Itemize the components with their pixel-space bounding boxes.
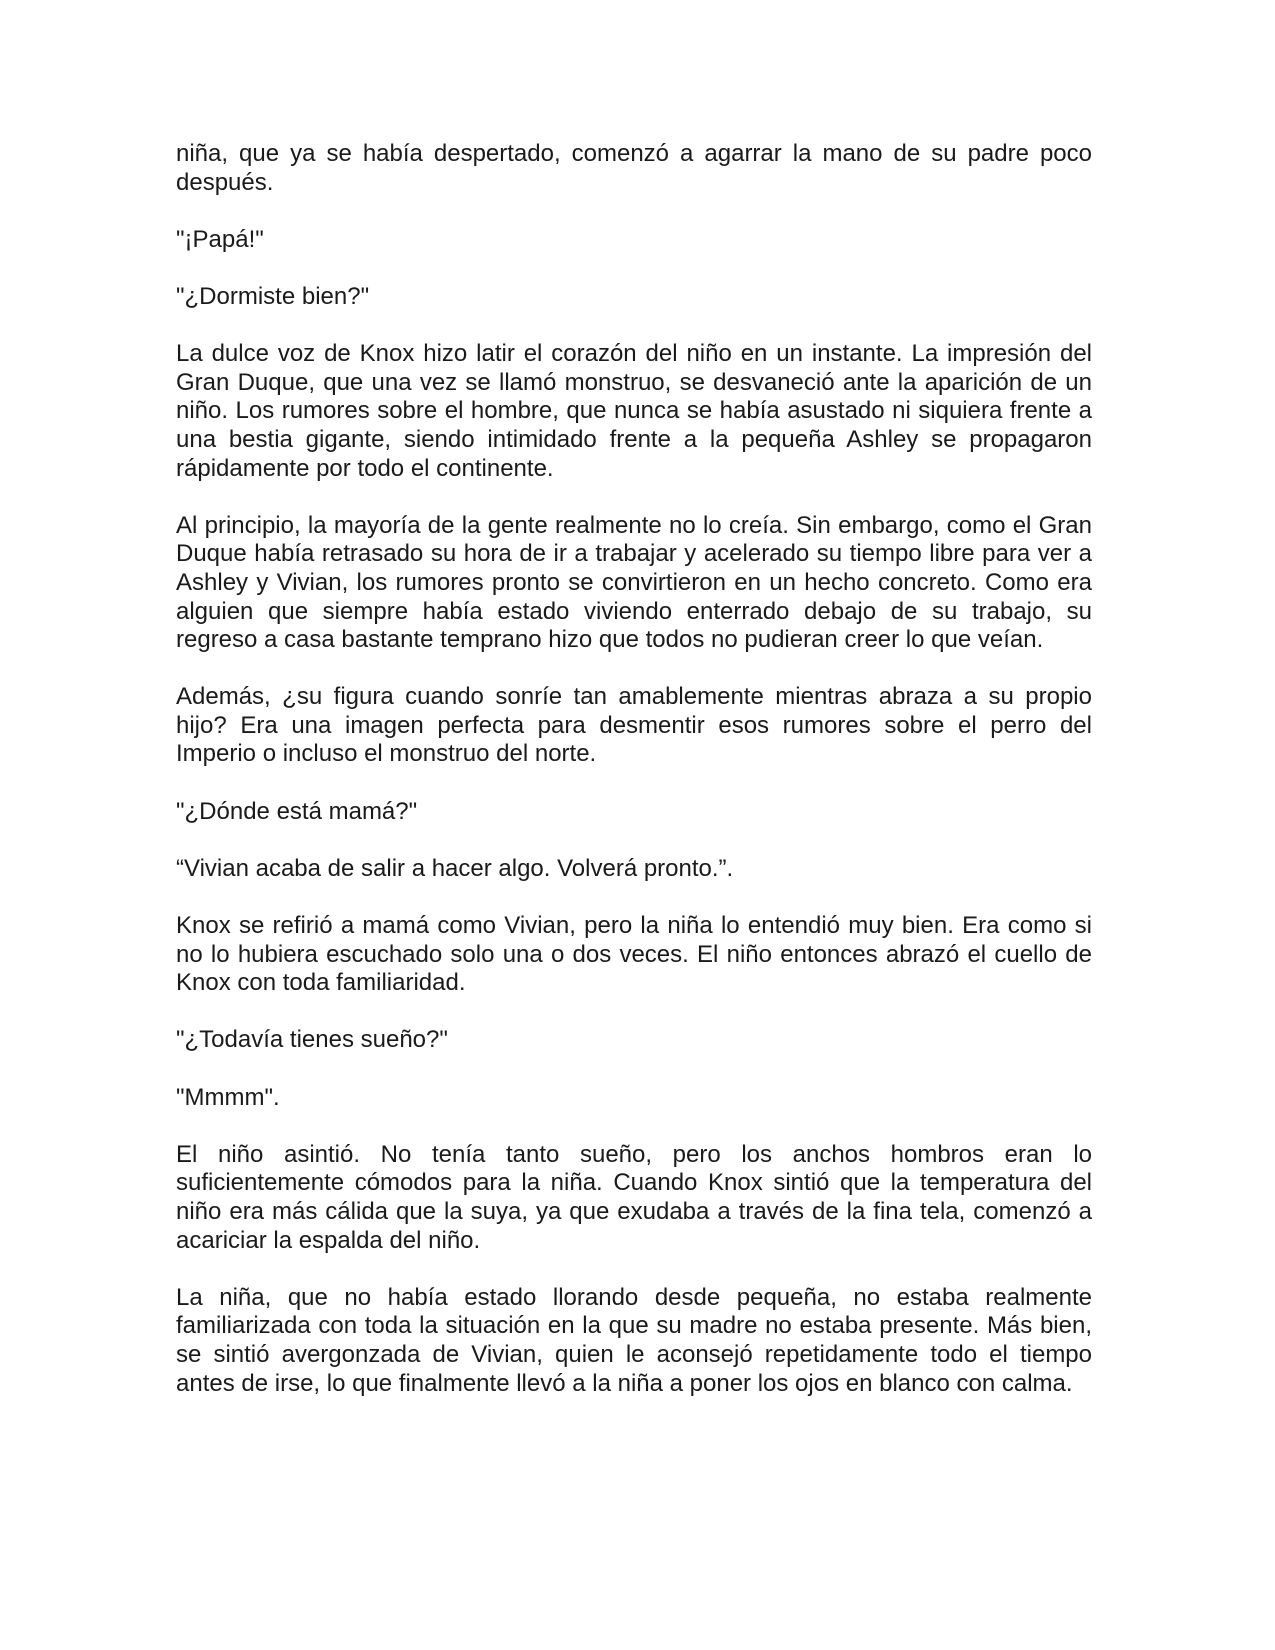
paragraph: La niña, que no había estado llorando desde pequeña, no estaba realmente familiarizada con toda la situación en la que su madre no estaba presente. Más bien, se sintió avergonzada de Vivian, quien le aconsejó repetidamente todo el tiempo antes de irse, lo que finalmente llevó a la niña a poner los ojos en blanco con calma. (176, 1283, 1092, 1397)
dialogue-line: "¿Dónde está mamá?" (176, 797, 418, 825)
document-page (176, 140, 1092, 1427)
dialogue-line: "¿Todavía tienes sueño?" (176, 1026, 448, 1054)
dialogue-line: "¿Dormiste bien?" (176, 282, 370, 310)
paragraph: El niño asintió. No tenía tanto sueño, pero los anchos hombros eran lo suficientemente cómodos para la niña. Cuando Knox sintió que la temperatura del niño era más cálida que la suya, ya que exudaba a través de la fina tela, comenzó a acariciar la espalda del niño. (176, 1140, 1092, 1254)
paragraph: niña, que ya se había despertado, comenzó a agarrar la mano de su padre poco después. (176, 140, 1092, 196)
paragraph: Además, ¿su figura cuando sonríe tan amablemente mientras abraza a su propio hijo? Era una imagen perfecta para desmentir esos rumores sobre el perro del Imperio o incluso el monstruo del norte. (176, 683, 1092, 768)
paragraph: Al principio, la mayoría de la gente realmente no lo creía. Sin embargo, como el Gran Duque había retrasado su hora de ir a trabajar y acelerado su tiempo libre para ver a Ashley y Vivian, los rumores pronto se convirtieron en un hecho concreto. Como era alguien que siempre había estado viviendo enterrado debajo de su trabajo, su regreso a casa bastante temprano hizo que todos no pudieran creer lo que veían. (176, 511, 1092, 654)
paragraph: Knox se refirió a mamá como Vivian, pero la niña lo entendió muy bien. Era como si no lo hubiera escuchado solo una o dos veces. El niño entonces abrazó el cuello de Knox con toda familiaridad. (176, 912, 1092, 997)
dialogue-line: “Vivian acaba de salir a hacer algo. Volverá pronto.”. (176, 854, 734, 882)
paragraph: La dulce voz de Knox hizo latir el corazón del niño en un instante. La impresión del Gran Duque, que una vez se llamó monstruo, se desvaneció ante la aparición de un niño. Los rumores sobre el hombre, que nunca se había asustado ni siquiera frente a una bestia gigante, siendo intimidado frente a la pequeña Ashley se propagaron rápidamente por todo el continente. (176, 340, 1092, 482)
dialogue-line: "Mmmm". (176, 1083, 280, 1111)
dialogue-line: "¡Papá!" (176, 225, 264, 253)
